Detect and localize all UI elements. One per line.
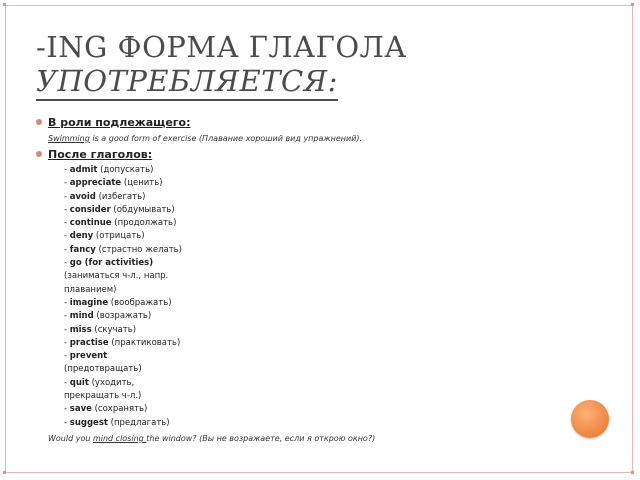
verb-word: mind xyxy=(69,311,94,322)
verb-word: miss xyxy=(69,324,92,335)
verb-prefix: - xyxy=(64,297,70,308)
verb-word: deny xyxy=(69,231,94,242)
corner-decoration xyxy=(3,3,6,6)
verb-word: appreciate xyxy=(69,178,122,189)
verb-list-item xyxy=(64,177,182,190)
corner-decoration xyxy=(3,471,6,474)
verb-word: save xyxy=(69,404,92,415)
verb-word: fancy xyxy=(69,244,96,255)
verb-translation: (воображать) xyxy=(108,297,172,308)
bullet-subject xyxy=(36,116,191,129)
subject-example xyxy=(48,134,362,143)
verb-translation: (страстно желать) xyxy=(95,244,182,255)
verb-prefix: - xyxy=(64,218,70,229)
verb-list-item xyxy=(64,230,182,243)
bullet-after-verbs xyxy=(36,148,152,161)
title-line-1: -ING ФОРМА ГЛАГОЛА xyxy=(36,30,407,64)
verb-prefix: - xyxy=(64,204,70,215)
verb-translation: (сохранять) xyxy=(91,404,148,415)
verb-translation: (допускать) xyxy=(97,165,154,175)
verb-list xyxy=(64,164,182,430)
verb-list-item xyxy=(64,363,182,376)
example-end: the window? (Вы не возражаете, если я открою окно?) xyxy=(146,434,376,443)
verb-list-item xyxy=(64,377,182,390)
verb-translation: (практиковать) xyxy=(108,337,181,348)
verb-word: avoid xyxy=(69,191,96,202)
verb-list-item xyxy=(64,403,182,416)
verb-list-item xyxy=(64,310,182,323)
verb-word: practise xyxy=(69,337,109,348)
bullet-icon xyxy=(36,119,42,125)
bullet-icon xyxy=(36,151,42,157)
verb-list-item xyxy=(64,337,182,350)
verb-list-item xyxy=(64,164,182,177)
verb-prefix: - xyxy=(64,404,70,415)
verb-word: continue xyxy=(69,218,112,229)
orange-circle-decoration xyxy=(571,400,609,438)
section-subject-heading: В роли подлежащего: xyxy=(48,116,191,129)
verb-prefix: - xyxy=(64,311,70,322)
verb-list-item xyxy=(64,217,182,230)
verb-translation: (предлагать) xyxy=(107,417,170,428)
verb-translation: (ценить) xyxy=(121,178,163,189)
verb-prefix: - xyxy=(64,178,70,189)
verb-list-item xyxy=(64,204,182,217)
verbs-example xyxy=(48,434,375,443)
verb-translation: (отрицать) xyxy=(93,231,145,242)
verb-translation: (избегать) xyxy=(95,191,146,202)
verb-list-item xyxy=(64,244,182,257)
example-rest: is a good form of exercise (Плавание хороший вид упражнений). xyxy=(89,134,363,143)
verb-prefix: - xyxy=(64,324,70,335)
example-start: Would you xyxy=(48,434,93,443)
slide-title xyxy=(36,30,556,101)
verb-word: go (for activities) xyxy=(69,258,154,269)
verb-prefix: - xyxy=(64,377,70,388)
corner-decoration xyxy=(631,3,634,6)
verb-translation: (уходить, xyxy=(88,377,135,388)
corner-decoration xyxy=(631,471,634,474)
example-word: Swimming xyxy=(48,134,90,143)
verb-list-item xyxy=(64,284,182,297)
verb-prefix: - xyxy=(64,337,70,348)
verb-word: consider xyxy=(69,204,111,215)
verb-word: suggest xyxy=(69,417,108,428)
verb-list-item xyxy=(64,417,182,430)
verb-translation: (предотвращать) xyxy=(64,364,142,375)
verb-list-item xyxy=(64,297,182,310)
title-line-2: УПОТРЕБЛЯЕТСЯ: xyxy=(36,64,338,101)
verb-translation: (заниматься ч-л., напр. xyxy=(64,271,169,282)
verb-translation: (возражать) xyxy=(93,311,152,322)
verb-translation: прекращать ч-л.) xyxy=(64,391,142,402)
verb-list-item xyxy=(64,390,182,403)
verb-word: quit xyxy=(69,377,89,388)
verb-prefix: - xyxy=(64,165,70,175)
verb-list-item xyxy=(64,270,182,283)
verb-list-item xyxy=(64,191,182,204)
example-phrase: mind closing xyxy=(92,434,147,443)
verb-prefix: - xyxy=(64,231,70,242)
verb-word: imagine xyxy=(69,297,109,308)
verb-list-item xyxy=(64,324,182,337)
verb-word: prevent xyxy=(69,351,108,362)
verb-translation: (скучать) xyxy=(91,324,137,335)
verb-prefix: - xyxy=(64,417,70,428)
verb-list-item xyxy=(64,257,182,270)
verb-translation: (продолжать) xyxy=(111,218,177,229)
verb-translation: (обдумывать) xyxy=(110,204,175,215)
section-verbs-heading: После глаголов: xyxy=(48,148,153,161)
verb-translation: плаванием) xyxy=(64,284,117,295)
verb-word: admit xyxy=(69,165,98,175)
verb-prefix: - xyxy=(64,351,70,362)
verb-prefix: - xyxy=(64,258,70,269)
verb-list-item xyxy=(64,350,182,363)
verb-prefix: - xyxy=(64,244,70,255)
verb-prefix: - xyxy=(64,191,70,202)
